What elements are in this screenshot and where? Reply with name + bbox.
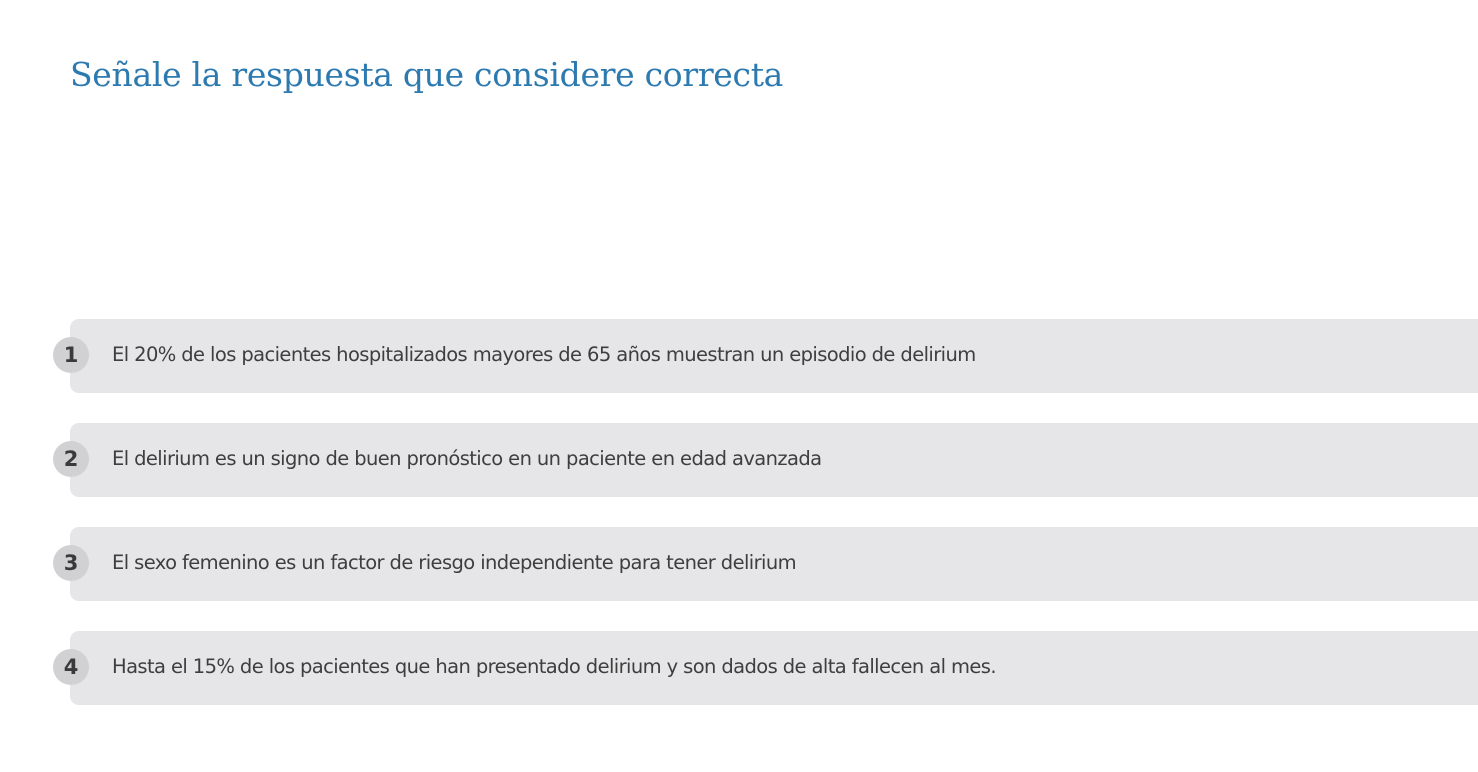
answer-option-2[interactable] <box>63 423 1478 497</box>
option-text: Hasta el 15% de los pacientes que han presentado delirium y son dados de alta fallecen al mes. <box>112 655 996 678</box>
question-title: Señale la respuesta que considere correcta <box>70 55 784 94</box>
option-number-badge: 3 <box>53 545 89 581</box>
answer-option-1[interactable] <box>63 319 1478 393</box>
answer-option-3[interactable] <box>63 527 1478 601</box>
answer-option-4[interactable] <box>63 631 1478 705</box>
option-text: El 20% de los pacientes hospitalizados mayores de 65 años muestran un episodio de delirium <box>112 343 976 366</box>
option-number-badge: 2 <box>53 441 89 477</box>
option-text: El delirium es un signo de buen pronóstico en un paciente en edad avanzada <box>112 447 822 470</box>
option-text: El sexo femenino es un factor de riesgo independiente para tener delirium <box>112 551 796 574</box>
option-number-badge: 1 <box>53 337 89 373</box>
option-number-badge: 4 <box>53 649 89 685</box>
